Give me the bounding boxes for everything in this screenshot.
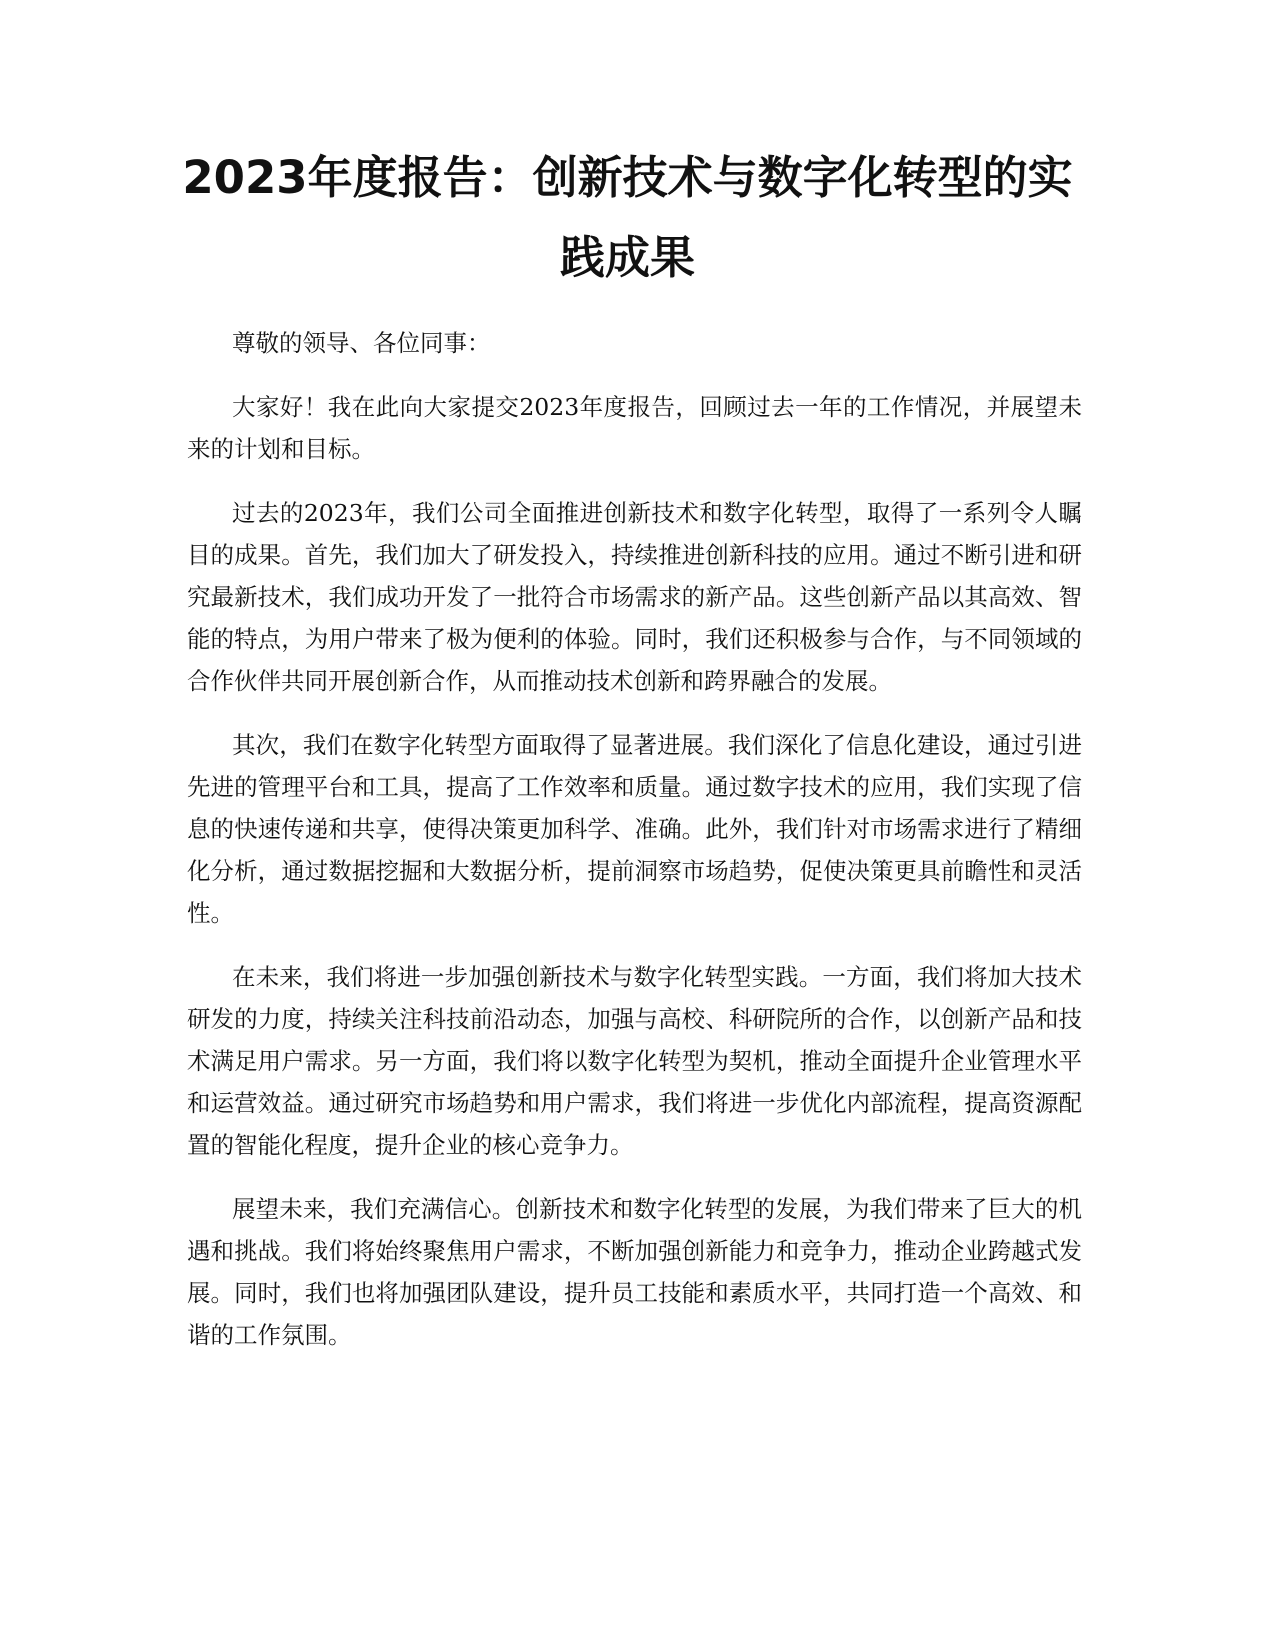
greeting: 尊敬的领导、各位同事：: [232, 329, 491, 357]
paragraph-innovation: 过去的2023年，我们公司全面推进创新技术和数字化转型，取得了一系列令人瞩目的成果。首先，我们加大了研发投入，持续推进创新科技的应用。通过不断引进和研究最新技术，我们成功开发了一批符合市场需求的新产品。这些创新产品以其高效、智能的特点，为用户带来了极为便利的体验。同时，我们还积极参与合作，与不同领域的合作伙伴共同开展创新合作，从而推动技术创新和跨界融合的发展。: [187, 499, 1082, 695]
paragraph-digital: 其次，我们在数字化转型方面取得了显著进展。我们深化了信息化建设，通过引进先进的管理平台和工具，提高了工作效率和质量。通过数字技术的应用，我们实现了信息的快速传递和共享，使得决策更加科学、准确。此外，我们针对市场需求进行了精细化分析，通过数据挖掘和大数据分析，提前洞察市场趋势，促使决策更具前瞻性和灵活性。: [187, 731, 1082, 927]
document-body: [187, 322, 1082, 1378]
document-title: 2023年度报告：创新技术与数字化转型的实践成果: [182, 151, 1073, 284]
paragraph-outlook: 展望未来，我们充满信心。创新技术和数字化转型的发展，为我们带来了巨大的机遇和挑战。我们将始终聚焦用户需求，不断加强创新能力和竞争力，推动企业跨越式发展。同时，我们也将加强团队建设，提升员工技能和素质水平，共同打造一个高效、和谐的工作氛围。: [187, 1195, 1082, 1349]
paragraph-intro: 大家好！我在此向大家提交2023年度报告，回顾过去一年的工作情况，并展望未来的计划和目标。: [187, 393, 1082, 463]
paragraph-future: 在未来，我们将进一步加强创新技术与数字化转型实践。一方面，我们将加大技术研发的力度，持续关注科技前沿动态，加强与高校、科研院所的合作，以创新产品和技术满足用户需求。另一方面，我们将以数字化转型为契机，推动全面提升企业管理水平和运营效益。通过研究市场趋势和用户需求，我们将进一步优化内部流程，提高资源配置的智能化程度，提升企业的核心竞争力。: [187, 963, 1082, 1159]
